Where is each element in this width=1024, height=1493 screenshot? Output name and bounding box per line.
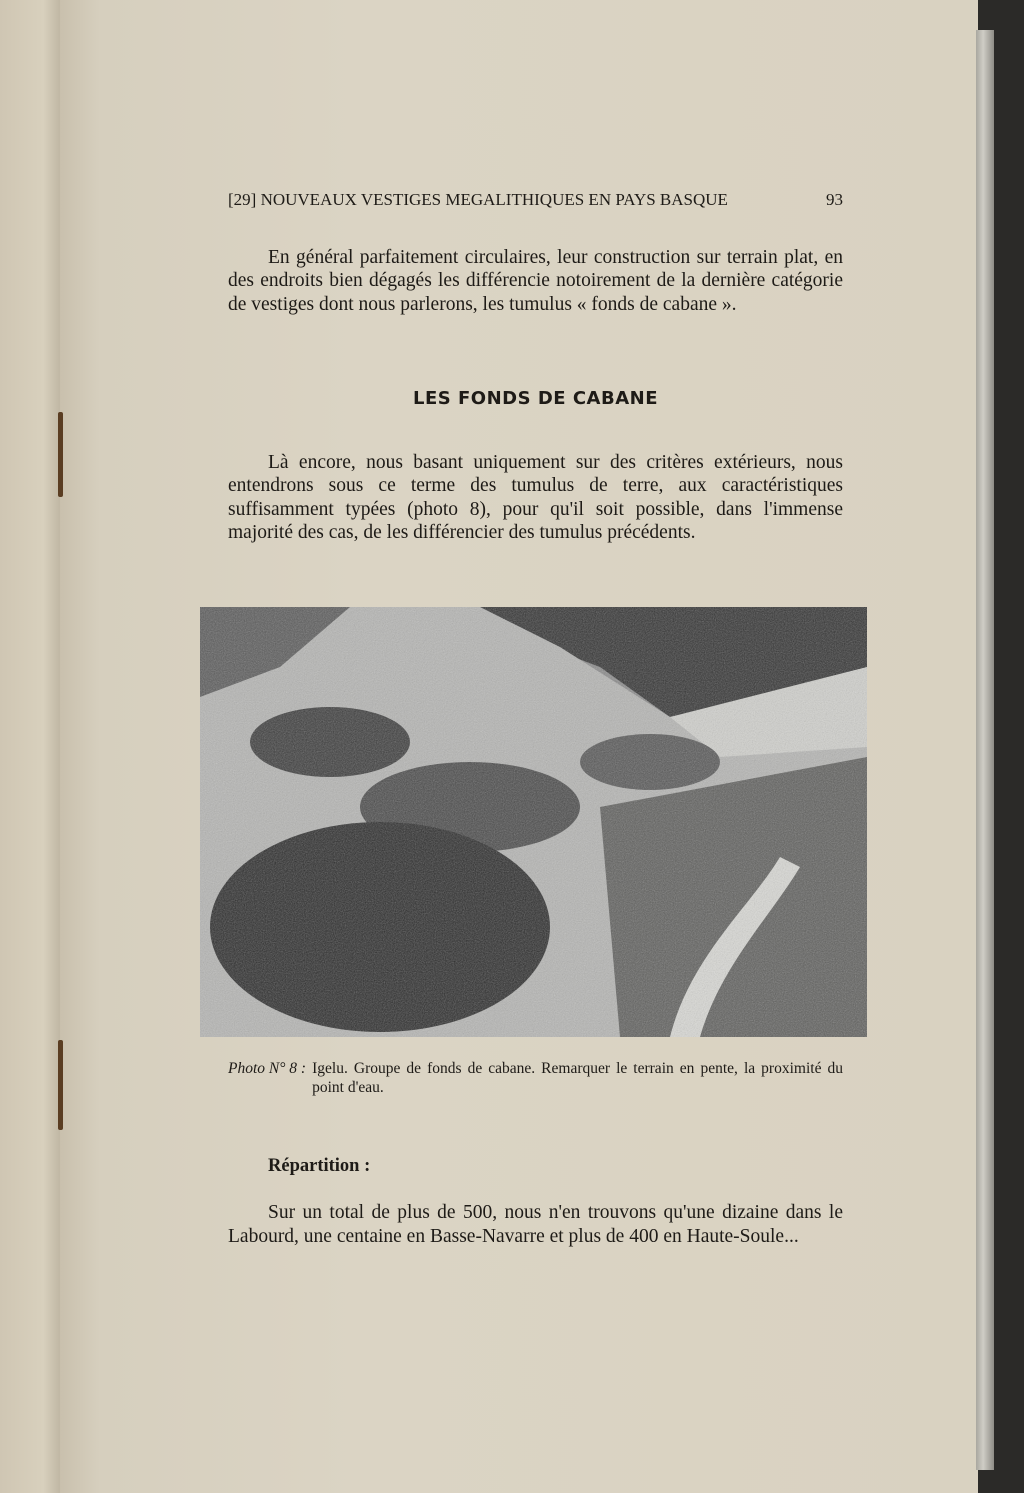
binding-staple xyxy=(58,412,63,497)
paragraph-2: Là encore, nous basant uniquement sur des critères extérieurs, nous entendrons sous ce terme des tumulus de terre, aux caractéristiques suffisamment typées (photo 8), pour qu'il soit possible, dans l'immense majorité des cas, de les différencier des tumulus précédents. xyxy=(228,452,843,543)
subheading: Répartition : xyxy=(268,1156,371,1176)
photo-image xyxy=(200,607,867,1037)
running-title: [29] NOUVEAUX VESTIGES MEGALITHIQUES EN PAYS BASQUE xyxy=(228,190,728,209)
photo-caption xyxy=(228,1059,843,1097)
page-stack-edge xyxy=(976,30,994,1470)
facing-page-edge xyxy=(0,0,62,1493)
page-number: 93 xyxy=(826,190,843,209)
caption-label: Photo N° 8 : xyxy=(228,1060,307,1077)
binding-staple xyxy=(58,1040,63,1130)
running-header xyxy=(228,190,843,210)
caption-text: Igelu. Groupe de fonds de cabane. Remarquer le terrain en pente, la proximité du point d'eau. xyxy=(312,1060,843,1096)
paragraph-3: Sur un total de plus de 500, nous n'en trouvons qu'une dizaine dans le Labourd, une centaine en Basse-Navarre et plus de 400 en Haute-Soule... xyxy=(228,1202,843,1247)
section-heading: LES FONDS DE CABANE xyxy=(413,388,658,409)
paragraph-1: En général parfaitement circulaires, leur construction sur terrain plat, en des endroits bien dégagés les différencie notoirement de la dernière catégorie de vestiges dont nous parlerons, les tumulus « fonds de cabane ». xyxy=(228,247,843,315)
photo-landscape xyxy=(200,607,867,1037)
